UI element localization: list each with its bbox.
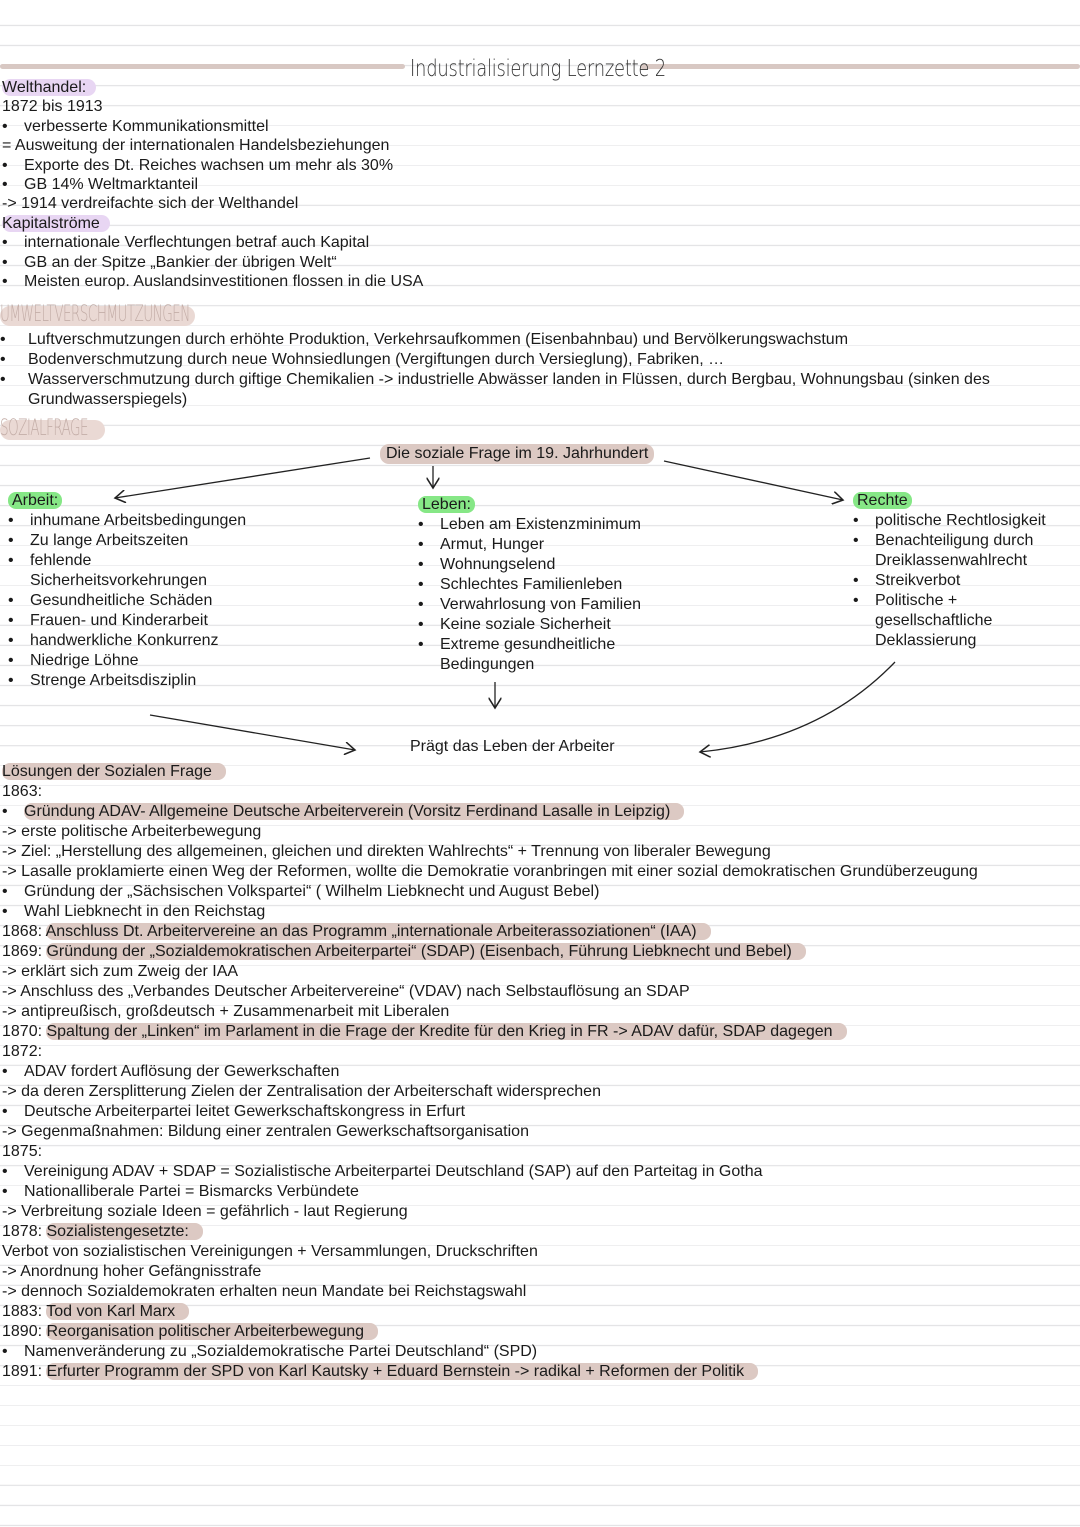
item-text: Gründung der „Sozialdemokratischen Arbeiterpartei“ (SDAP) (Eisenbach, Führung Liebknecht und Bebel) bbox=[46, 943, 805, 960]
item-text: internationale Verflechtungen betraf auch Kapital bbox=[24, 234, 370, 252]
list-item bbox=[2, 1242, 978, 1262]
list-item bbox=[2, 802, 978, 822]
item-text: 1872: bbox=[2, 1043, 43, 1060]
item-text: -> erklärt sich zum Zweig der IAA bbox=[2, 963, 239, 980]
list-item bbox=[2, 136, 423, 155]
item-text: Namenveränderung zu „Sozialdemokratische Partei Deutschland“ (SPD) bbox=[24, 1343, 538, 1360]
list-item: • Wohnungselend bbox=[418, 555, 658, 575]
list-item bbox=[2, 156, 423, 175]
list-item: • Zu lange Arbeitszeiten bbox=[8, 531, 258, 551]
sozial-heading: SOZIALFRAGE bbox=[0, 416, 88, 441]
list-item bbox=[2, 1262, 978, 1282]
list-item bbox=[2, 253, 423, 272]
list-item bbox=[2, 862, 978, 882]
list-item bbox=[2, 1202, 978, 1222]
list-item: • Verwahrlosung von Familien bbox=[418, 595, 658, 615]
item-text: Anschluss Dt. Arbeitervereine an das Programm „internationale Arbeiterassoziationen“ (IAA) bbox=[46, 923, 711, 940]
leben-heading: Leben: bbox=[418, 496, 475, 513]
item-text: -> Ziel: „Herstellung des allgemeinen, gleichen und direkten Wahlrechts“ + Trennung von liberaler Bewegung bbox=[2, 843, 771, 860]
list-item: • Keine soziale Sicherheit bbox=[418, 615, 658, 635]
bullet-icon: • bbox=[2, 883, 8, 900]
bullet-icon: • bbox=[2, 156, 8, 174]
list-item bbox=[2, 272, 423, 291]
list-item bbox=[2, 922, 978, 942]
arbeit-column bbox=[8, 491, 258, 691]
year-label: 1883: bbox=[2, 1303, 47, 1320]
list-item: • Frauen- und Kinderarbeit bbox=[8, 611, 258, 631]
list-item bbox=[2, 1042, 978, 1062]
list-item bbox=[2, 1062, 978, 1082]
bullet-icon: • bbox=[2, 1343, 8, 1360]
list-item bbox=[2, 982, 978, 1002]
sozial-result: Prägt das Leben der Arbeiter bbox=[410, 738, 615, 755]
item-text: Meisten europ. Auslandsinvestitionen flossen in die USA bbox=[24, 273, 424, 291]
bullet-icon: • bbox=[2, 234, 8, 252]
item-text: Deutsche Arbeiterpartei leitet Gewerkschaftskongress in Erfurt bbox=[24, 1103, 466, 1120]
item-text: Reorganisation politischer Arbeiterbewegung bbox=[46, 1323, 378, 1340]
list-item bbox=[2, 1282, 978, 1302]
bullet-icon: • bbox=[2, 117, 8, 135]
list-item bbox=[2, 117, 423, 136]
list-item bbox=[2, 882, 978, 902]
list-item: • Benachteiligung durch Dreiklassenwahlrecht bbox=[853, 531, 1063, 571]
list-item: • Streikverbot bbox=[853, 571, 1063, 591]
list-item: • Politische + gesellschaftliche Deklassierung bbox=[853, 591, 1063, 651]
item-text: Erfurter Programm der SPD von Karl Kautsky + Eduard Bernstein -> radikal + Reformen der Politik bbox=[46, 1363, 758, 1380]
list-item: • Wasserverschmutzung durch giftige Chemikalien -> industrielle Abwässer landen in Flüssen, durch Bergbau, Wohnungsbau (sinken des Grundwasserspiegels) bbox=[0, 370, 1060, 410]
welthandel-heading: Welthandel: bbox=[2, 79, 96, 96]
item-text: Gründung ADAV- Allgemeine Deutsche Arbeiterverein (Vorsitz Ferdinand Lasalle in Leipzig) bbox=[24, 803, 684, 820]
list-item: • Bodenverschmutzung durch neue Wohnsiedlungen (Vergiftungen durch Versieglung), Fabriken, … bbox=[0, 350, 1060, 370]
arbeit-heading: Arbeit: bbox=[8, 492, 62, 509]
item-text: -> dennoch Sozialdemokraten erhalten neun Mandate bei Reichstagswahl bbox=[2, 1283, 527, 1300]
item-text: Nationalliberale Partei = Bismarcks Verbündete bbox=[24, 1183, 359, 1200]
list-item: • Leben am Existenzminimum bbox=[418, 515, 658, 535]
list-item: • inhumane Arbeitsbedingungen bbox=[8, 511, 258, 531]
bullet-icon: • bbox=[2, 1163, 8, 1180]
bullet-icon: • bbox=[2, 1183, 8, 1200]
rechte-column bbox=[853, 491, 1063, 651]
item-text: Wahl Liebknecht in den Reichstag bbox=[24, 903, 266, 920]
list-item: • fehlende Sicherheitsvorkehrungen bbox=[8, 551, 258, 591]
list-item bbox=[2, 1142, 978, 1162]
bullet-icon: • bbox=[2, 903, 8, 920]
item-text: -> da deren Zersplitterung Zielen der Zentralisation der Arbeiterschaft widersprechen bbox=[2, 1083, 601, 1100]
item-text: GB 14% Weltmarktanteil bbox=[24, 176, 198, 194]
item-text: Verbot von sozialistischen Vereinigungen + Versammlungen, Druckschriften bbox=[2, 1243, 538, 1260]
item-text: 1875: bbox=[2, 1143, 43, 1160]
item-text: -> antipreußisch, großdeutsch + Zusammenarbeit mit Liberalen bbox=[2, 1003, 450, 1020]
list-item bbox=[2, 1082, 978, 1102]
list-item bbox=[2, 822, 978, 842]
bullet-icon: • bbox=[2, 273, 8, 291]
year-label: 1870: bbox=[2, 1023, 47, 1040]
list-item bbox=[2, 1362, 978, 1382]
year-label: 1891: bbox=[2, 1363, 47, 1380]
list-item bbox=[2, 1322, 978, 1342]
list-item: • Niedrige Löhne bbox=[8, 651, 258, 671]
item-text: Vereinigung ADAV + SDAP = Sozialistische Arbeiterpartei Deutschland (SAP) auf den Parteitag in Gotha bbox=[24, 1163, 763, 1180]
list-item bbox=[2, 175, 423, 194]
item-text: -> Anordnung hoher Gefängnisstrafe bbox=[2, 1263, 262, 1280]
item-text: -> Lasalle proklamierte einen Weg der Reformen, wollte die Demokratie voranbringen mit einer sozial demokratischen Grundüberzeugung bbox=[2, 863, 978, 880]
year-label: 1869: bbox=[2, 943, 47, 960]
item-text: -> erste politische Arbeiterbewegung bbox=[2, 823, 262, 840]
title-rule-right bbox=[640, 64, 1080, 69]
list-item bbox=[2, 233, 423, 252]
item-text: 1863: bbox=[2, 783, 43, 800]
list-item bbox=[2, 1102, 978, 1122]
list-item bbox=[2, 97, 423, 116]
year-label: 1878: bbox=[2, 1223, 47, 1240]
year-label: 1868: bbox=[2, 923, 46, 940]
arrow-to-rechte bbox=[664, 461, 843, 500]
list-item: • politische Rechtlosigkeit bbox=[853, 511, 1063, 531]
loesungen-heading: Lösungen der Sozialen Frage bbox=[2, 763, 226, 780]
title-rule-left bbox=[0, 64, 405, 69]
list-item bbox=[2, 194, 423, 213]
list-item bbox=[2, 1022, 978, 1042]
page-title: Industrialisierung Lernzette 2 bbox=[410, 56, 666, 82]
list-item bbox=[2, 942, 978, 962]
list-item: • Strenge Arbeitsdisziplin bbox=[8, 671, 258, 691]
kapital-heading: Kapitalströme bbox=[2, 215, 110, 232]
list-item bbox=[2, 1182, 978, 1202]
leben-column bbox=[418, 495, 658, 675]
umwelt-heading: UMWELTVERSCHMUTZUNGEN bbox=[0, 302, 190, 327]
list-item bbox=[2, 1222, 978, 1242]
list-item bbox=[2, 1162, 978, 1182]
item-text: = Ausweitung der internationalen Handelsbeziehungen bbox=[2, 137, 390, 155]
item-text: Spaltung der „Linken“ im Parlament in die Frage der Kredite für den Krieg in FR -> ADAV dafür, SDAP dagegen bbox=[46, 1023, 846, 1040]
item-text: Exporte des Dt. Reiches wachsen um mehr als 30% bbox=[24, 156, 394, 174]
list-item: • Armut, Hunger bbox=[418, 535, 658, 555]
bullet-icon: • bbox=[2, 803, 8, 820]
list-item bbox=[2, 782, 978, 802]
item-text: Tod von Karl Marx bbox=[46, 1303, 189, 1320]
list-item: • Gesundheitliche Schäden bbox=[8, 591, 258, 611]
list-item bbox=[2, 962, 978, 982]
bullet-icon: • bbox=[2, 253, 8, 271]
bullet-icon: • bbox=[2, 176, 8, 194]
list-item: • Schlechtes Familienleben bbox=[418, 575, 658, 595]
list-item bbox=[2, 842, 978, 862]
item-text: ADAV fordert Auflösung der Gewerkschaften bbox=[24, 1063, 340, 1080]
year-label: 1890: bbox=[2, 1323, 47, 1340]
list-item bbox=[2, 1122, 978, 1142]
arrow-rechte-to-result bbox=[700, 662, 895, 752]
item-text: 1872 bis 1913 bbox=[2, 98, 103, 116]
item-text: GB an der Spitze „Bankier der übrigen Welt“ bbox=[24, 253, 337, 271]
list-item bbox=[2, 1302, 978, 1322]
item-text: Sozialistengesetzte: bbox=[46, 1223, 202, 1240]
bullet-icon: • bbox=[2, 1063, 8, 1080]
item-text: verbesserte Kommunikationsmittel bbox=[24, 117, 269, 135]
item-text: -> Verbreitung soziale Ideen = gefährlich - laut Regierung bbox=[2, 1203, 408, 1220]
rechte-heading: Rechte bbox=[853, 492, 912, 509]
item-text: -> Gegenmaßnahmen: Bildung einer zentralen Gewerkschaftsorganisation bbox=[2, 1123, 529, 1140]
sozial-center-node: Die soziale Frage im 19. Jahrhundert bbox=[380, 444, 654, 464]
bullet-icon: • bbox=[2, 1103, 8, 1120]
list-item bbox=[2, 1002, 978, 1022]
list-item: • Luftverschmutzungen durch erhöhte Produktion, Verkehrsaufkommen (Eisenbahnbau) und Bervölkerungswachstum bbox=[0, 330, 1060, 350]
umwelt-list bbox=[0, 330, 1060, 410]
welthandel-section bbox=[2, 78, 423, 291]
list-item: • handwerkliche Konkurrenz bbox=[8, 631, 258, 651]
item-text: -> 1914 verdreifachte sich der Welthandel bbox=[2, 195, 299, 213]
list-item: • Extreme gesundheitliche Bedingungen bbox=[418, 635, 658, 675]
item-text: Gründung der „Sächsischen Volkspartei“ ( Wilhelm Liebknecht und August Bebel) bbox=[24, 883, 600, 900]
item-text: -> Anschluss des „Verbandes Deutscher Arbeitervereine“ (VDAV) nach Selbstauflösung an SDAP bbox=[2, 983, 690, 1000]
loesungen-section bbox=[2, 762, 978, 1382]
list-item bbox=[2, 902, 978, 922]
arrow-arbeit-to-result bbox=[150, 715, 355, 750]
list-item bbox=[2, 1342, 978, 1362]
